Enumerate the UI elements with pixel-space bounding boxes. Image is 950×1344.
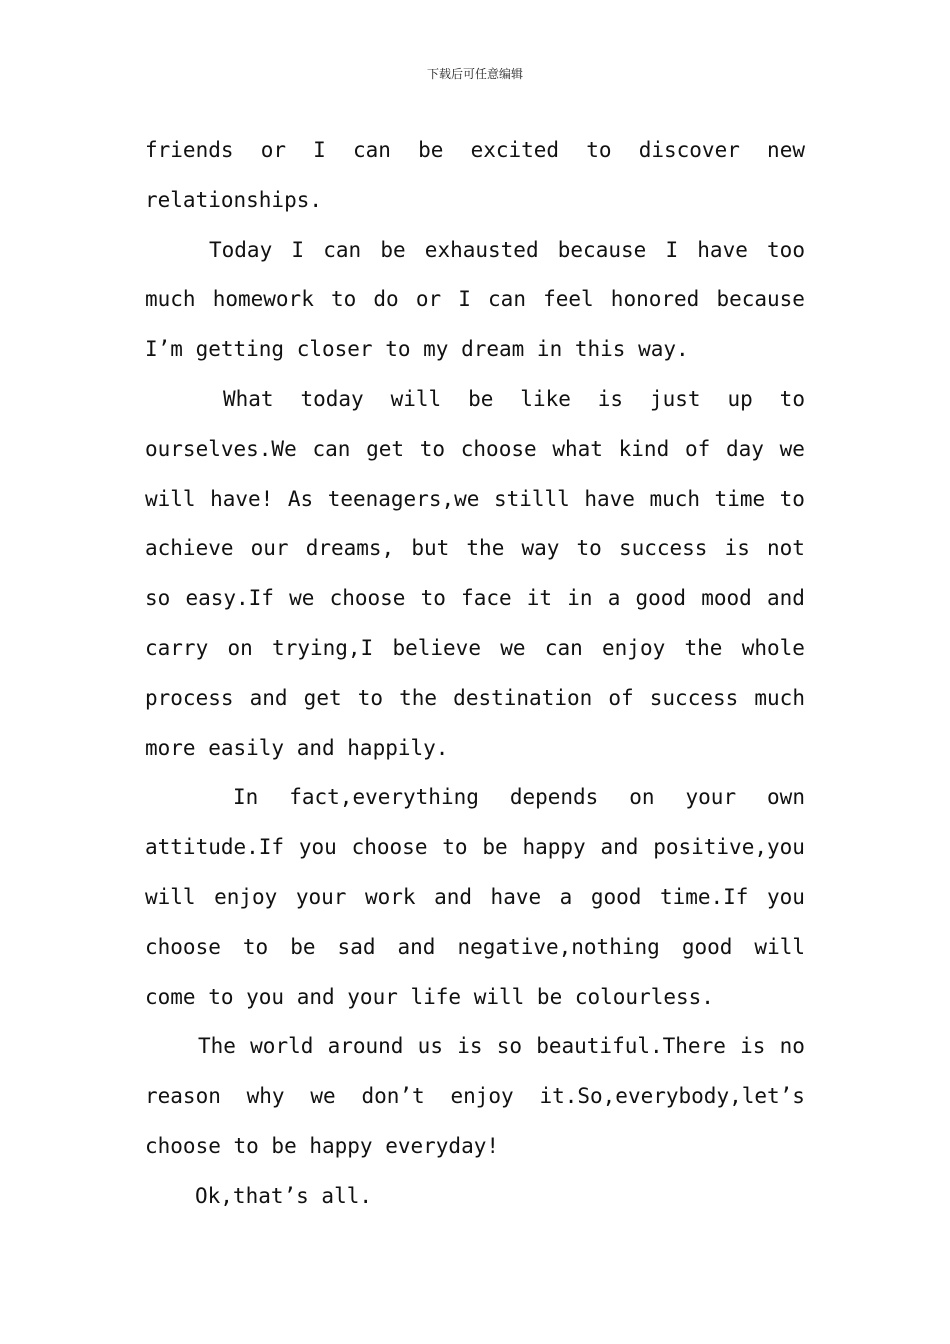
text-line: I’m getting closer to my dream in this way. — [145, 337, 689, 362]
text-line: The world around us is so beautiful.There is no — [198, 1034, 805, 1059]
text-line: attitude.If you choose to be happy and positive,you — [145, 835, 805, 860]
text-line: friends or I can be excited to discover new — [145, 138, 805, 162]
text-line: What today will be like is just up to — [223, 386, 805, 411]
text-line: relationships. — [145, 187, 323, 212]
paragraph — [145, 773, 805, 1022]
text-line: In fact,everything depends on your own — [233, 785, 805, 810]
text-line: come to you and your life will be colourless. — [145, 984, 714, 1009]
paragraph — [145, 226, 805, 375]
paragraph — [145, 1172, 805, 1222]
paragraph — [145, 375, 805, 773]
paragraph — [145, 1022, 805, 1171]
text-line: Today I can be exhausted because I have too — [209, 237, 805, 262]
text-line: Ok,that’s all. — [195, 1183, 373, 1208]
text-line: so easy.If we choose to face it in a good mood and — [145, 586, 805, 611]
page-header: 下载后可任意编辑 — [426, 67, 523, 81]
paragraph — [145, 126, 805, 226]
text-line: much homework to do or I can feel honored because — [145, 287, 805, 312]
text-line: carry on trying,I believe we can enjoy the whole — [145, 635, 805, 660]
text-line: choose to be sad and negative,nothing good will — [145, 934, 805, 959]
text-line: will have! As teenagers,we stilll have much time to — [145, 486, 805, 511]
text-line: achieve our dreams, but the way to success is not — [145, 536, 805, 561]
text-line: reason why we don’t enjoy it.So,everybody,let’s — [145, 1084, 805, 1109]
text-line: will enjoy your work and have a good time.If you — [145, 884, 805, 909]
text-line: ourselves.We can get to choose what kind of day we — [145, 436, 805, 461]
text-line: more easily and happily. — [145, 735, 449, 760]
text-line: choose to be happy everyday! — [145, 1133, 500, 1158]
document-body — [145, 126, 805, 1222]
text-line: process and get to the destination of success much — [145, 685, 805, 710]
